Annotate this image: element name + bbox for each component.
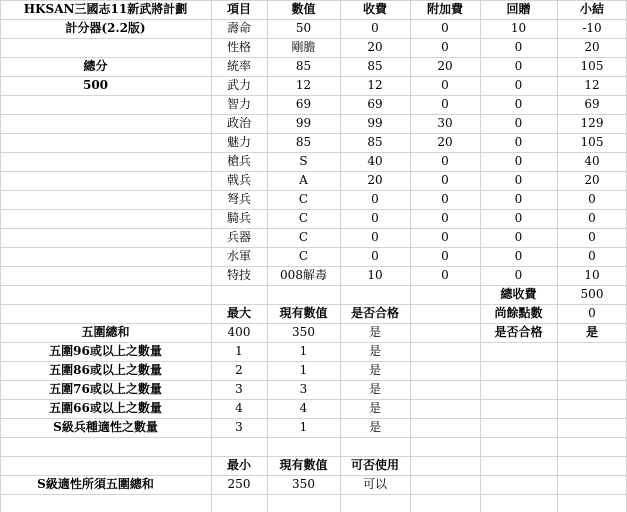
row-rebate-cell[interactable]: 0 xyxy=(514,59,523,73)
limit-pass-cell[interactable]: 是 xyxy=(368,382,381,396)
row-value-cell[interactable]: A xyxy=(299,173,308,187)
row-fee-cell[interactable]: 85 xyxy=(367,135,383,149)
row-extra-fee-cell[interactable]: 0 xyxy=(441,97,449,111)
total-fee-value[interactable]: 500 xyxy=(580,287,604,301)
row-rebate-cell[interactable]: 0 xyxy=(514,97,523,111)
total-fee-label[interactable]: 總收費 xyxy=(500,287,537,301)
limit-current-cell[interactable]: 3 xyxy=(299,382,308,396)
row-extra-fee-cell[interactable]: 0 xyxy=(441,154,449,168)
limit-max-cell[interactable]: 3 xyxy=(235,382,243,396)
header-value[interactable]: 數值 xyxy=(291,2,316,16)
row-value-cell[interactable]: 50 xyxy=(295,21,312,35)
row-fee-cell[interactable]: 10 xyxy=(367,268,383,282)
row-item-cell[interactable]: 兵器 xyxy=(226,230,251,244)
row-extra-fee-cell[interactable]: 30 xyxy=(437,116,453,130)
limit-current-cell[interactable]: 1 xyxy=(299,344,308,358)
row-value-cell[interactable]: C xyxy=(298,230,309,244)
limit-current-cell[interactable]: 350 xyxy=(292,325,315,339)
row-value-cell[interactable]: 12 xyxy=(295,78,312,92)
row-fee-cell[interactable]: 12 xyxy=(367,78,383,92)
row-rebate-cell[interactable]: 0 xyxy=(514,230,523,244)
limit-pass-cell[interactable]: 是 xyxy=(368,325,381,339)
row-extra-fee-cell[interactable]: 20 xyxy=(437,59,453,73)
row-item-cell[interactable]: 統率 xyxy=(226,59,251,73)
title-line2[interactable]: 計分器(2.2版) xyxy=(65,21,146,35)
row-extra-fee-cell[interactable]: 0 xyxy=(441,21,449,35)
limit-max-cell[interactable]: 400 xyxy=(227,325,251,339)
header-subtotal[interactable]: 小結 xyxy=(579,2,604,16)
min-usable-cell[interactable]: 可以 xyxy=(362,477,387,491)
limit-max-cell[interactable]: 3 xyxy=(235,420,243,434)
row-subtotal-cell[interactable]: 69 xyxy=(584,97,600,111)
row-fee-cell[interactable]: 20 xyxy=(367,40,383,54)
limit-current-cell[interactable]: 1 xyxy=(299,420,308,434)
row-item-cell[interactable]: 智力 xyxy=(226,97,251,111)
row-subtotal-cell[interactable]: 40 xyxy=(584,154,600,168)
row-rebate-cell[interactable]: 0 xyxy=(514,211,523,225)
pass-label[interactable]: 是否合格 xyxy=(494,325,543,339)
min-label-cell[interactable]: S級適性所須五圍總和 xyxy=(37,477,154,491)
row-subtotal-cell[interactable]: 20 xyxy=(584,173,600,187)
limit-label-cell[interactable]: 五圍66或以上之數量 xyxy=(49,401,162,415)
row-rebate-cell[interactable]: 0 xyxy=(514,135,523,149)
min-current-cell[interactable]: 350 xyxy=(292,477,315,491)
row-rebate-cell[interactable]: 0 xyxy=(514,249,523,263)
min-header-usable[interactable]: 可否使用 xyxy=(350,458,399,472)
row-fee-cell[interactable]: 20 xyxy=(367,173,383,187)
row-fee-cell[interactable]: 40 xyxy=(367,154,383,168)
row-fee-cell[interactable]: 0 xyxy=(371,21,379,35)
limit-max-cell[interactable]: 4 xyxy=(235,401,243,415)
row-extra-fee-cell[interactable]: 0 xyxy=(441,173,449,187)
row-extra-fee-cell[interactable]: 0 xyxy=(441,249,449,263)
limit-max-cell[interactable]: 2 xyxy=(235,363,243,377)
row-value-cell[interactable]: 剛膽 xyxy=(291,40,316,54)
limit-pass-cell[interactable]: 是 xyxy=(368,420,381,434)
row-rebate-cell[interactable]: 0 xyxy=(514,173,523,187)
row-value-cell[interactable]: S xyxy=(299,154,308,168)
limit-current-cell[interactable]: 1 xyxy=(299,363,308,377)
row-value-cell[interactable]: C xyxy=(298,211,309,225)
row-subtotal-cell[interactable]: 0 xyxy=(588,230,596,244)
min-header-min[interactable]: 最小 xyxy=(226,458,251,472)
row-extra-fee-cell[interactable]: 0 xyxy=(441,211,449,225)
row-item-cell[interactable]: 壽命 xyxy=(226,21,251,35)
row-subtotal-cell[interactable]: 0 xyxy=(588,192,596,206)
row-extra-fee-cell[interactable]: 0 xyxy=(441,192,449,206)
row-value-cell[interactable]: 99 xyxy=(295,116,312,130)
total-value[interactable]: 500 xyxy=(82,78,109,92)
limits-header-max[interactable]: 最大 xyxy=(226,306,251,320)
row-rebate-cell[interactable]: 0 xyxy=(514,40,523,54)
row-subtotal-cell[interactable]: 0 xyxy=(588,249,596,263)
row-item-cell[interactable]: 武力 xyxy=(226,78,251,92)
row-item-cell[interactable]: 政治 xyxy=(226,116,251,130)
row-rebate-cell[interactable]: 0 xyxy=(514,78,523,92)
row-rebate-cell[interactable]: 0 xyxy=(514,154,523,168)
total-label[interactable]: 總分 xyxy=(83,59,108,73)
row-extra-fee-cell[interactable]: 0 xyxy=(441,230,449,244)
row-item-cell[interactable]: 戟兵 xyxy=(226,173,251,187)
row-value-cell[interactable]: 85 xyxy=(295,59,312,73)
row-item-cell[interactable]: 槍兵 xyxy=(226,154,251,168)
limit-label-cell[interactable]: 五圍86或以上之數量 xyxy=(49,363,162,377)
row-subtotal-cell[interactable]: -10 xyxy=(582,21,602,35)
row-subtotal-cell[interactable]: 0 xyxy=(588,211,596,225)
header-extra-fee[interactable]: 附加費 xyxy=(426,2,463,16)
row-rebate-cell[interactable]: 0 xyxy=(514,116,523,130)
row-item-cell[interactable]: 特技 xyxy=(226,268,251,282)
row-value-cell[interactable]: 008解毒 xyxy=(280,268,327,282)
row-rebate-cell[interactable]: 10 xyxy=(510,21,527,35)
title-line1[interactable]: HKSAN三國志11新武將計劃 xyxy=(23,2,188,16)
limits-header-pass[interactable]: 是否合格 xyxy=(350,306,399,320)
row-item-cell[interactable]: 魅力 xyxy=(226,135,251,149)
row-value-cell[interactable]: C xyxy=(298,192,309,206)
row-fee-cell[interactable]: 85 xyxy=(367,59,383,73)
row-rebate-cell[interactable]: 0 xyxy=(514,192,523,206)
row-fee-cell[interactable]: 0 xyxy=(371,249,379,263)
row-subtotal-cell[interactable]: 129 xyxy=(580,116,604,130)
limit-label-cell[interactable]: 五圍96或以上之數量 xyxy=(49,344,162,358)
limit-pass-cell[interactable]: 是 xyxy=(368,401,381,415)
header-item[interactable]: 項目 xyxy=(226,2,251,16)
limit-pass-cell[interactable]: 是 xyxy=(368,344,381,358)
limit-max-cell[interactable]: 1 xyxy=(235,344,243,358)
row-fee-cell[interactable]: 0 xyxy=(371,192,379,206)
row-value-cell[interactable]: C xyxy=(298,249,309,263)
row-fee-cell[interactable]: 0 xyxy=(371,230,379,244)
row-value-cell[interactable]: 85 xyxy=(295,135,312,149)
row-fee-cell[interactable]: 69 xyxy=(367,97,383,111)
limit-label-cell[interactable]: 五圍76或以上之數量 xyxy=(49,382,162,396)
row-value-cell[interactable]: 69 xyxy=(295,97,312,111)
row-subtotal-cell[interactable]: 20 xyxy=(584,40,600,54)
row-item-cell[interactable]: 水軍 xyxy=(226,249,251,263)
remaining-label[interactable]: 尚餘點數 xyxy=(494,306,543,320)
row-extra-fee-cell[interactable]: 0 xyxy=(441,268,449,282)
remaining-value[interactable]: 0 xyxy=(588,306,596,320)
header-fee[interactable]: 收費 xyxy=(362,2,387,16)
row-item-cell[interactable]: 性格 xyxy=(226,40,251,54)
row-subtotal-cell[interactable]: 105 xyxy=(580,135,604,149)
row-fee-cell[interactable]: 99 xyxy=(367,116,383,130)
limit-label-cell[interactable]: S級兵種適性之數量 xyxy=(53,420,158,434)
header-rebate[interactable]: 回贈 xyxy=(506,2,531,16)
pass-value[interactable]: 是 xyxy=(585,325,598,339)
row-extra-fee-cell[interactable]: 0 xyxy=(441,40,449,54)
row-subtotal-cell[interactable]: 105 xyxy=(580,59,604,73)
row-subtotal-cell[interactable]: 12 xyxy=(584,78,600,92)
row-fee-cell[interactable]: 0 xyxy=(371,211,379,225)
limit-pass-cell[interactable]: 是 xyxy=(368,363,381,377)
min-min-cell[interactable]: 250 xyxy=(227,477,251,491)
limits-header-current[interactable]: 現有數值 xyxy=(279,306,328,320)
row-extra-fee-cell[interactable]: 0 xyxy=(441,78,449,92)
row-item-cell[interactable]: 騎兵 xyxy=(226,211,251,225)
limit-current-cell[interactable]: 4 xyxy=(299,401,308,415)
limit-label-cell[interactable]: 五圍總和 xyxy=(81,325,130,339)
row-subtotal-cell[interactable]: 10 xyxy=(584,268,600,282)
min-header-current[interactable]: 現有數值 xyxy=(279,458,328,472)
row-item-cell[interactable]: 弩兵 xyxy=(226,192,251,206)
row-rebate-cell[interactable]: 0 xyxy=(514,268,523,282)
row-extra-fee-cell[interactable]: 20 xyxy=(437,135,453,149)
